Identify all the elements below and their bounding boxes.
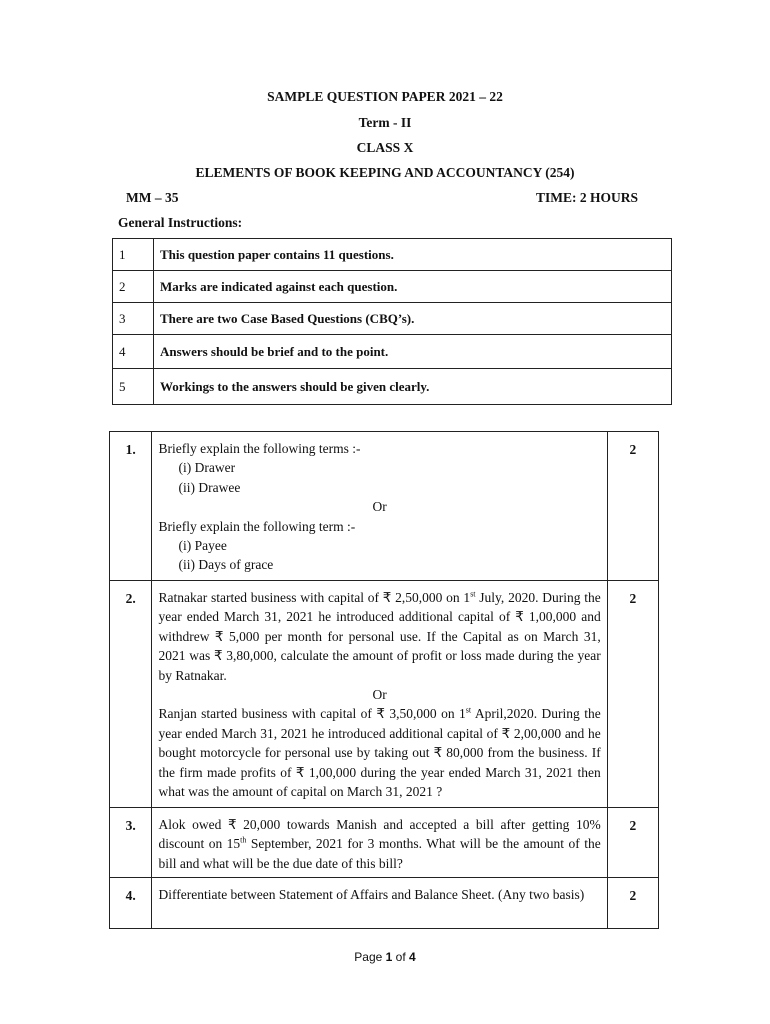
instruction-number: 3	[113, 303, 154, 335]
or-separator: Or	[372, 499, 387, 515]
question-number: 3.	[110, 808, 152, 878]
question-marks: 2	[607, 432, 658, 581]
question-body	[152, 432, 607, 581]
text-part: Ranjan started business with capital of ₹ 3,50,000 on 1	[158, 706, 466, 722]
class-label: CLASS X	[356, 140, 414, 155]
question-marks: 2	[607, 808, 658, 878]
term-item: (ii) Days of grace	[178, 557, 274, 573]
question-row	[110, 581, 659, 808]
instruction-row	[113, 369, 672, 405]
max-marks: MM – 35	[126, 190, 179, 205]
page-number: 1	[385, 950, 393, 964]
question-body	[152, 808, 607, 878]
question-text	[158, 704, 600, 801]
ordinal-suffix: st	[470, 589, 476, 599]
questions-table	[109, 431, 659, 929]
time-allowed: TIME: 2 HOURS	[536, 190, 639, 205]
term-item: (i) Drawer	[178, 460, 236, 476]
or-separator: Or	[372, 687, 387, 703]
instruction-number: 2	[113, 271, 154, 303]
instruction-text: Marks are indicated against each question.	[154, 271, 672, 303]
question-row	[110, 878, 659, 929]
text-part: April,2020. During the year ended March 31, 2021 he introduced additional capital of ₹ 2,00,000 and he bought motorcycle for personal use by taking out ₹ 80,000 from the business. If the firm made profits of ₹ 1,00,000 during the year ended March 31, 2021 then what was the amount of capital on March 31, 2021 ?	[158, 706, 601, 800]
term-item: (ii) Drawee	[178, 479, 241, 495]
text-part: Alok owed ₹ 20,000 towards Manish and accepted a bill after getting 10% discount on 15	[158, 817, 601, 852]
question-text: Differentiate between Statement of Affairs and Balance Sheet. (Any two basis)	[158, 887, 585, 903]
paper-title: SAMPLE QUESTION PAPER 2021 – 22	[267, 89, 503, 104]
question-number: 4.	[110, 878, 152, 929]
instruction-row	[113, 335, 672, 369]
instruction-text: This question paper contains 11 questions.	[154, 239, 672, 271]
instruction-row	[113, 271, 672, 303]
term-label: Term - II	[358, 115, 412, 130]
instruction-row	[113, 239, 672, 271]
question-marks: 2	[607, 878, 658, 929]
instructions-table	[112, 238, 672, 405]
text-part: Ratnakar started business with capital of ₹ 2,50,000 on 1	[158, 590, 471, 605]
page-total: 4	[409, 950, 416, 964]
question-body	[152, 878, 607, 929]
instruction-number: 4	[113, 335, 154, 369]
instruction-number: 5	[113, 369, 154, 405]
instruction-text: There are two Case Based Questions (CBQ’s).	[154, 303, 672, 335]
question-marks: 2	[607, 581, 658, 808]
question-text: Briefly explain the following terms :-	[158, 441, 361, 456]
text-part: September, 2021 for 3 months. What will be the amount of the bill and what will be the due date of this bill?	[158, 836, 601, 871]
of-word: of	[395, 950, 406, 964]
text-part: July, 2020. During the year ended March 31, 2021 he introduced additional capital of ₹ 1,00,000 and withdrew ₹ 5,000 per month for personal use. If the Capital as on March 31, 2021 was ₹ 3,80,000, calculate the amount of profit or loss made during the year by Ratnakar.	[158, 590, 601, 683]
page-footer	[0, 950, 770, 964]
question-body	[152, 581, 607, 808]
ordinal-suffix: st	[465, 705, 472, 715]
subject-title: ELEMENTS OF BOOK KEEPING AND ACCOUNTANCY (254)	[195, 165, 575, 180]
term-item: (i) Payee	[178, 538, 227, 554]
instruction-number: 1	[113, 239, 154, 271]
instruction-row	[113, 303, 672, 335]
question-number: 1.	[110, 432, 152, 581]
ordinal-suffix: th	[240, 835, 247, 845]
instruction-text: Answers should be brief and to the point.	[154, 335, 672, 369]
page-word: Page	[354, 950, 383, 964]
question-text: Briefly explain the following term :-	[158, 518, 356, 534]
instructions-heading: General Instructions:	[118, 215, 243, 230]
question-text	[158, 815, 600, 873]
question-row	[110, 432, 659, 581]
question-row	[110, 808, 659, 878]
instruction-text: Workings to the answers should be given clearly.	[154, 369, 672, 405]
question-number: 2.	[110, 581, 152, 808]
question-text	[158, 588, 600, 685]
